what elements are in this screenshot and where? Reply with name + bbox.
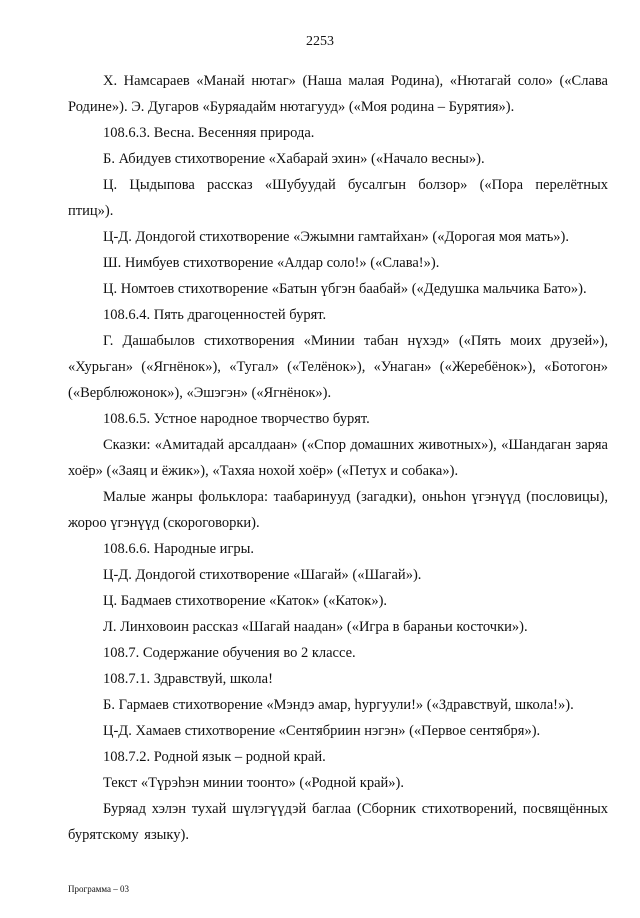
paragraph: Х. Намсараев «Манай нютаг» (Наша малая Родина), «Нютагай соло» («Слава Родине»). Э. Дугаров «Буряадайм нютагууд» («Моя родина – Бурятия»). (68, 73, 608, 115)
paragraph: Ц. Бадмаев стихотворение «Каток» («Каток»). (103, 593, 388, 609)
paragraph: Ш. Нимбуев стихотворение «Алдар соло!» («Слава!»). (103, 255, 440, 271)
section-heading: 108.6.4. Пять драгоценностей бурят. (103, 307, 327, 323)
document-body (68, 68, 608, 848)
paragraph: Ц. Цыдыпова рассказ «Шубуудай бусалгын болзор» («Пора перелётных птиц»). (68, 177, 608, 219)
paragraph: Текст «Түрэһэн минии тоонто» («Родной край»). (103, 775, 404, 791)
paragraph: Б. Абидуев стихотворение «Хабарай эхин» («Начало весны»). (103, 151, 485, 167)
section-heading: 108.6.3. Весна. Весенняя природа. (103, 125, 315, 141)
paragraph: Г. Дашабылов стихотворения «Минии табан нүхэд» («Пять моих друзей»), «Хурьган» («Ягнёнок»), «Тугал» («Телёнок»), «Унаган» («Жеребёнок»), «Ботогон» («Верблюжонок»), «Эшэгэн» («Ягнёнок»). (68, 333, 608, 401)
paragraph: Ц-Д. Дондогой стихотворение «Эжымни гамтайхан» («Дорогая моя мать»). (103, 229, 570, 245)
section-heading: 108.6.5. Устное народное творчество бурят. (103, 411, 370, 427)
paragraph: Ц-Д. Хамаев стихотворение «Сентябриин нэгэн» («Первое сентября»). (103, 723, 541, 739)
paragraph: Б. Гармаев стихотворение «Мэндэ амар, һургуули!» («Здравствуй, школа!»). (103, 697, 574, 713)
paragraph: Малые жанры фольклора: таабаринууд (загадки), оньһон үгэнүүд (пословицы), жороо үгэнүүд (скороговорки). (68, 489, 608, 531)
section-heading: 108.7.2. Родной язык – родной край. (103, 749, 326, 765)
section-heading: 108.6.6. Народные игры. (103, 541, 255, 557)
paragraph: Сказки: «Амитадай арсалдаан» («Спор домашних животных»), «Шандаган заряа хоёр» («Заяц и ёжик»), «Тахяа нохой хоёр» («Петух и собака»). (68, 437, 608, 479)
section-heading: 108.7.1. Здравствуй, школа! (103, 671, 273, 687)
paragraph: Ц. Номтоев стихотворение «Батын үбгэн баабай» («Дедушка мальчика Бато»). (103, 281, 587, 297)
page-number: 2253 (306, 34, 334, 49)
paragraph: Ц-Д. Дондогой стихотворение «Шагай» («Шагай»). (103, 567, 422, 583)
paragraph: Буряад хэлэн тухай шүлэгүүдэй баглаа (Сборник стихотворений, посвящённых бурятскому языку). (68, 801, 608, 843)
footer-program-label: Программа – 03 (68, 884, 130, 894)
section-heading: 108.7. Содержание обучения во 2 классе. (103, 645, 356, 661)
paragraph: Л. Линховоин рассказ «Шагай наадан» («Игра в бараньи косточки»). (103, 619, 528, 635)
